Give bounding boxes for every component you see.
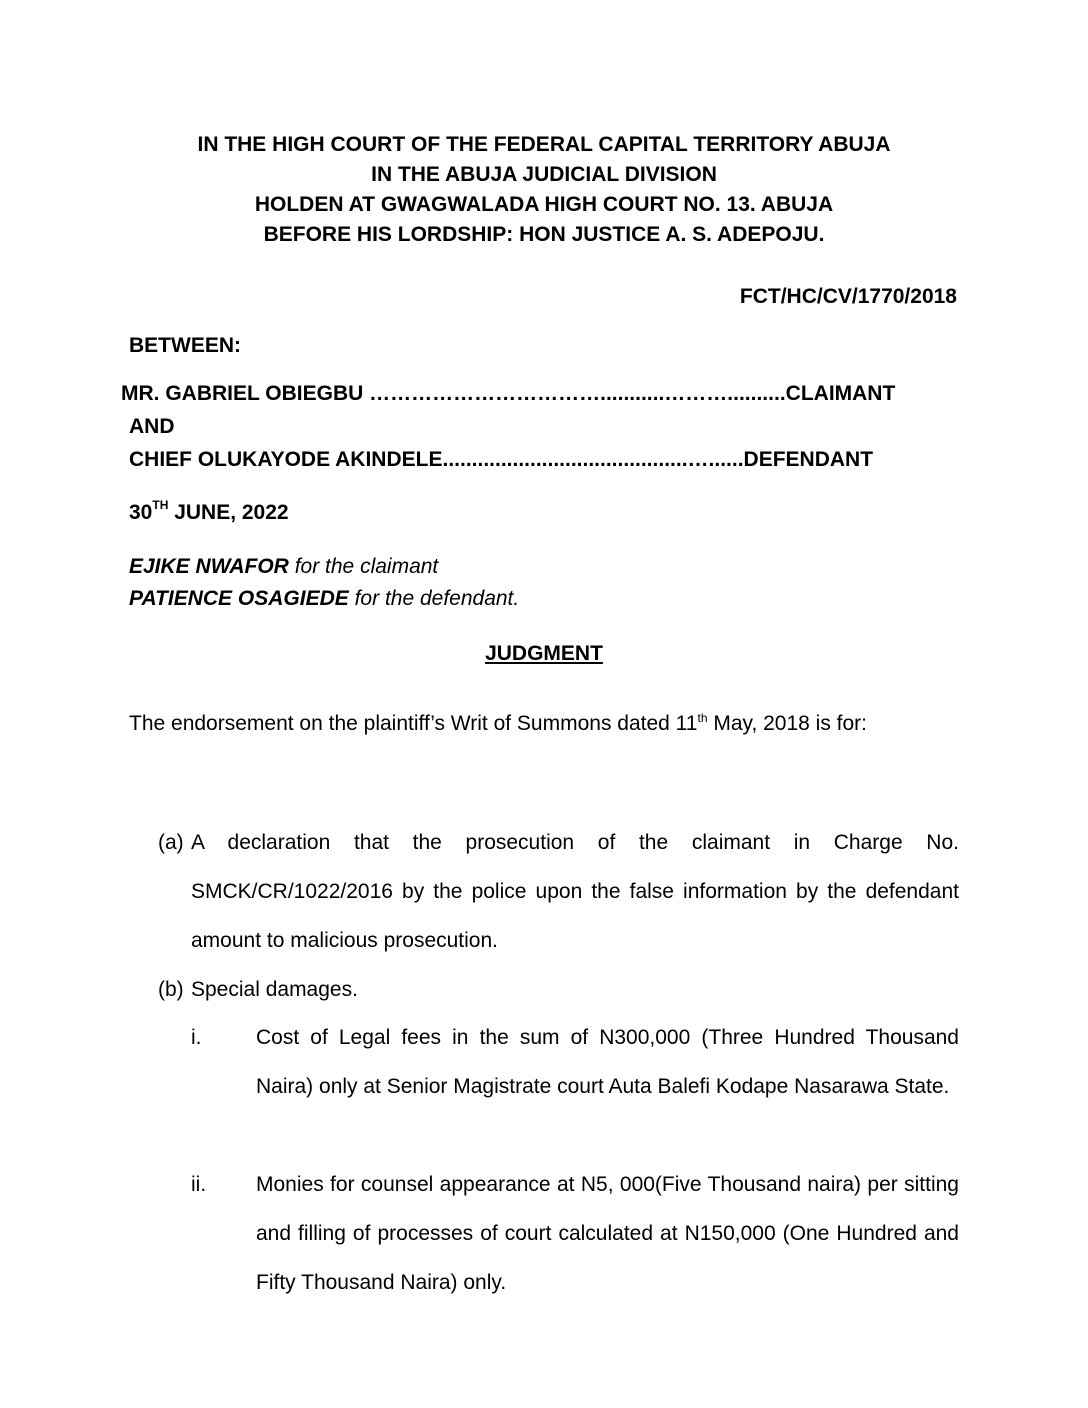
- counsel-block: [129, 551, 519, 615]
- header-line-2: IN THE ABUJA JUDICIAL DIVISION: [371, 163, 717, 186]
- item-ii-text: Monies for counsel appearance at N5, 000(Five Thousand naira) per sitting and filling of processes of court calculated at N150,000 (One Hundred and Fifty Thousand Naira) only.: [256, 1173, 959, 1294]
- claimant-name: MR. GABRIEL OBIEGBU: [121, 382, 370, 405]
- header-line-1: IN THE HIGH COURT OF THE FEDERAL CAPITAL TERRITORY ABUJA: [197, 133, 891, 156]
- defendant-counsel-name: PATIENCE OSAGIEDE: [129, 587, 349, 610]
- intro-paragraph: [129, 699, 959, 748]
- item-a-text: A declaration that the prosecution of the claimant in Charge No. SMCK/CR/1022/2016 by the police upon the false information by the defendant amount to malicious prosecution.: [191, 831, 959, 952]
- defendant-counsel-line: [129, 583, 519, 615]
- judgment-date: [129, 498, 289, 528]
- defendant-role: DEFENDANT: [743, 448, 874, 471]
- item-a-marker: (a): [158, 831, 184, 854]
- claimant-counsel-role: for the claimant: [288, 555, 439, 578]
- defendant-dots: ..........................................…......: [442, 448, 744, 471]
- item-ii-marker: ii.: [191, 1173, 207, 1196]
- judgment-heading: JUDGMENT: [485, 642, 603, 665]
- intro-part-2: May, 2018 is for:: [707, 712, 868, 735]
- claimant-counsel-line: [129, 551, 519, 583]
- between-label: BETWEEN:: [129, 334, 241, 357]
- header-line-3: HOLDEN AT GWAGWALADA HIGH COURT NO. 13. ABUJA: [254, 193, 834, 216]
- date-day: 30: [129, 501, 153, 524]
- defendant-line: [129, 445, 873, 475]
- date-rest: JUNE, 2022: [168, 501, 289, 524]
- defendant-name: CHIEF OLUKAYODE AKINDELE: [129, 448, 443, 471]
- item-b-text: Special damages.: [191, 978, 358, 1001]
- claimant-line: [121, 379, 895, 409]
- defendant-counsel-role: for the defendant.: [348, 587, 520, 610]
- and-label: AND: [129, 415, 175, 438]
- intro-sup: th: [697, 711, 708, 725]
- item-i-text: Cost of Legal fees in the sum of N300,000 (Three Hundred Thousand Naira) only at Senior Magistrate court Auta Balefi Kodape Nasarawa State.: [256, 1026, 959, 1098]
- court-header: [0, 130, 1088, 250]
- claimant-role: CLAIMANT: [785, 382, 896, 405]
- date-suffix: TH: [152, 498, 169, 512]
- header-line-4: BEFORE HIS LORDSHIP: HON JUSTICE A. S. ADEPOJU.: [263, 223, 825, 246]
- item-i-marker: i.: [191, 1026, 202, 1049]
- claimant-counsel-name: EJIKE NWAFOR: [129, 555, 289, 578]
- intro-part-1: The endorsement on the plaintiff’s Writ of Summons dated 11: [129, 712, 698, 735]
- item-b-marker: (b): [158, 978, 184, 1001]
- claimant-dots: ……………………………...........………..........: [369, 382, 786, 405]
- suit-number: FCT/HC/CV/1770/2018: [739, 285, 957, 308]
